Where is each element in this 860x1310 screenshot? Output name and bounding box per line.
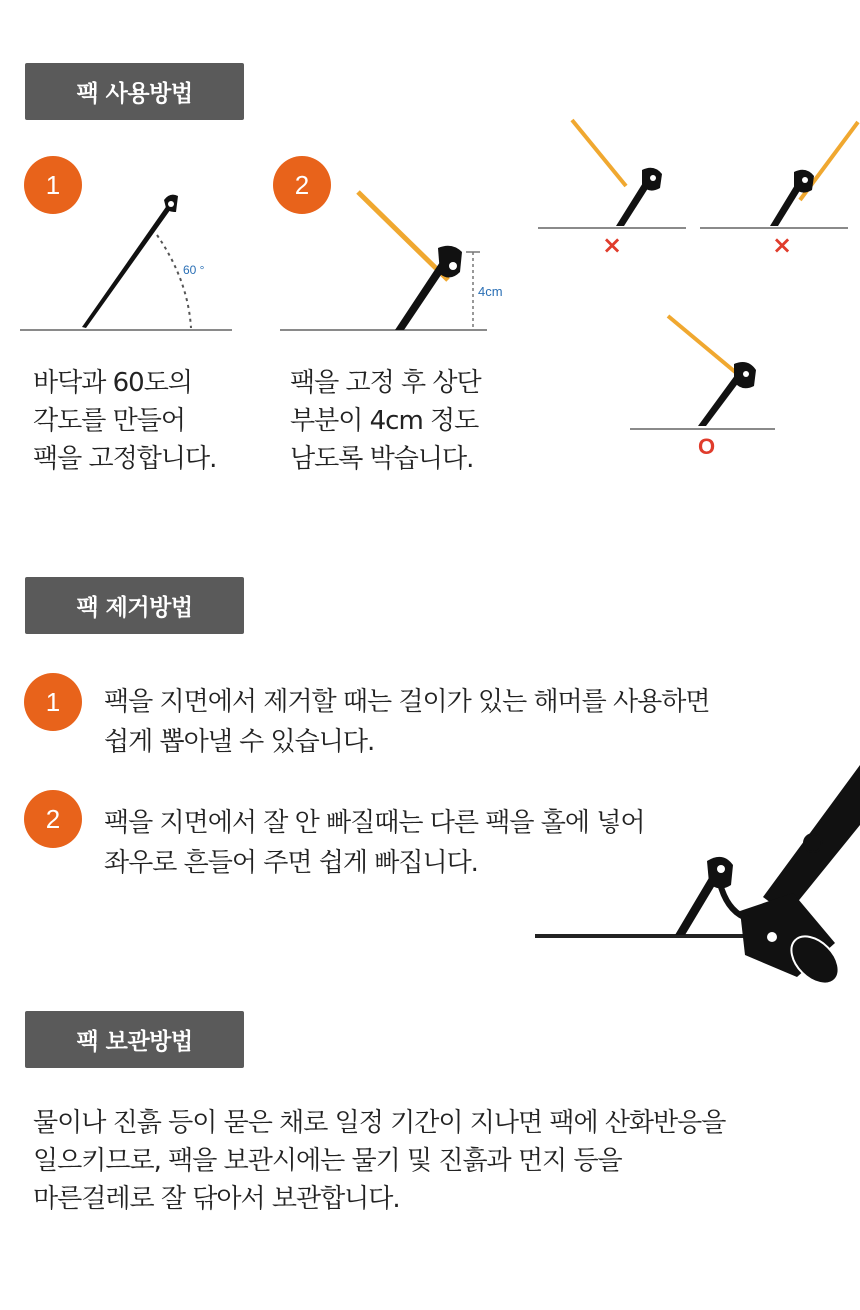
storage-line: 마른걸레로 잘 닦아서 보관합니다. bbox=[33, 1184, 400, 1214]
removal-section-title: 팩 제거방법 bbox=[25, 577, 244, 634]
removal-step-2-line: 좌우로 흔들어 주면 쉽게 빠집니다. bbox=[104, 848, 478, 878]
step-1-description bbox=[33, 364, 216, 478]
wrong-mark: × bbox=[602, 231, 623, 259]
storage-description bbox=[33, 1104, 725, 1218]
removal-step-2-badge: 2 bbox=[24, 790, 82, 848]
wrong-mark: × bbox=[772, 231, 793, 259]
hammer-removal-illustration bbox=[535, 765, 860, 990]
removal-step-1-text bbox=[104, 682, 710, 762]
usage-section-title: 팩 사용방법 bbox=[25, 63, 244, 120]
step-2-line: 남도록 박습니다. bbox=[290, 444, 474, 474]
stake-60-degree-illustration bbox=[20, 190, 235, 335]
step-2-description bbox=[290, 364, 481, 478]
wrong-example-1-illustration bbox=[538, 118, 688, 258]
removal-step-1-line: 팩을 지면에서 제거할 때는 걸이가 있는 해머를 사용하면 bbox=[104, 687, 710, 717]
depth-label: 4cm bbox=[478, 284, 503, 299]
wrong-example-2-illustration bbox=[700, 118, 860, 258]
correct-mark: O bbox=[698, 434, 716, 459]
correct-example-illustration bbox=[630, 314, 790, 464]
stake-4cm-illustration bbox=[280, 190, 520, 335]
angle-label: 60 ° bbox=[183, 263, 205, 277]
step-1-line: 바닥과 60도의 bbox=[33, 368, 192, 398]
step-2-line: 부분이 4cm 정도 bbox=[290, 406, 479, 436]
storage-line: 일으키므로, 팩을 보관시에는 물기 및 진흙과 먼지 등을 bbox=[33, 1146, 622, 1176]
storage-section-title: 팩 보관방법 bbox=[25, 1011, 244, 1068]
removal-step-1-line: 쉽게 뽑아낼 수 있습니다. bbox=[104, 727, 375, 757]
step-1-line: 팩을 고정합니다. bbox=[33, 444, 217, 474]
step-2-line: 팩을 고정 후 상단 bbox=[290, 368, 481, 398]
removal-step-1-badge: 1 bbox=[24, 673, 82, 731]
step-1-line: 각도를 만들어 bbox=[33, 406, 185, 436]
step-2-badge: 2 bbox=[273, 156, 331, 214]
storage-line: 물이나 진흙 등이 묻은 채로 일정 기간이 지나면 팩에 산화반응을 bbox=[33, 1108, 726, 1138]
removal-step-2-line: 팩을 지면에서 잘 안 빠질때는 다른 팩을 홀에 넣어 bbox=[104, 808, 645, 838]
step-1-badge: 1 bbox=[24, 156, 82, 214]
